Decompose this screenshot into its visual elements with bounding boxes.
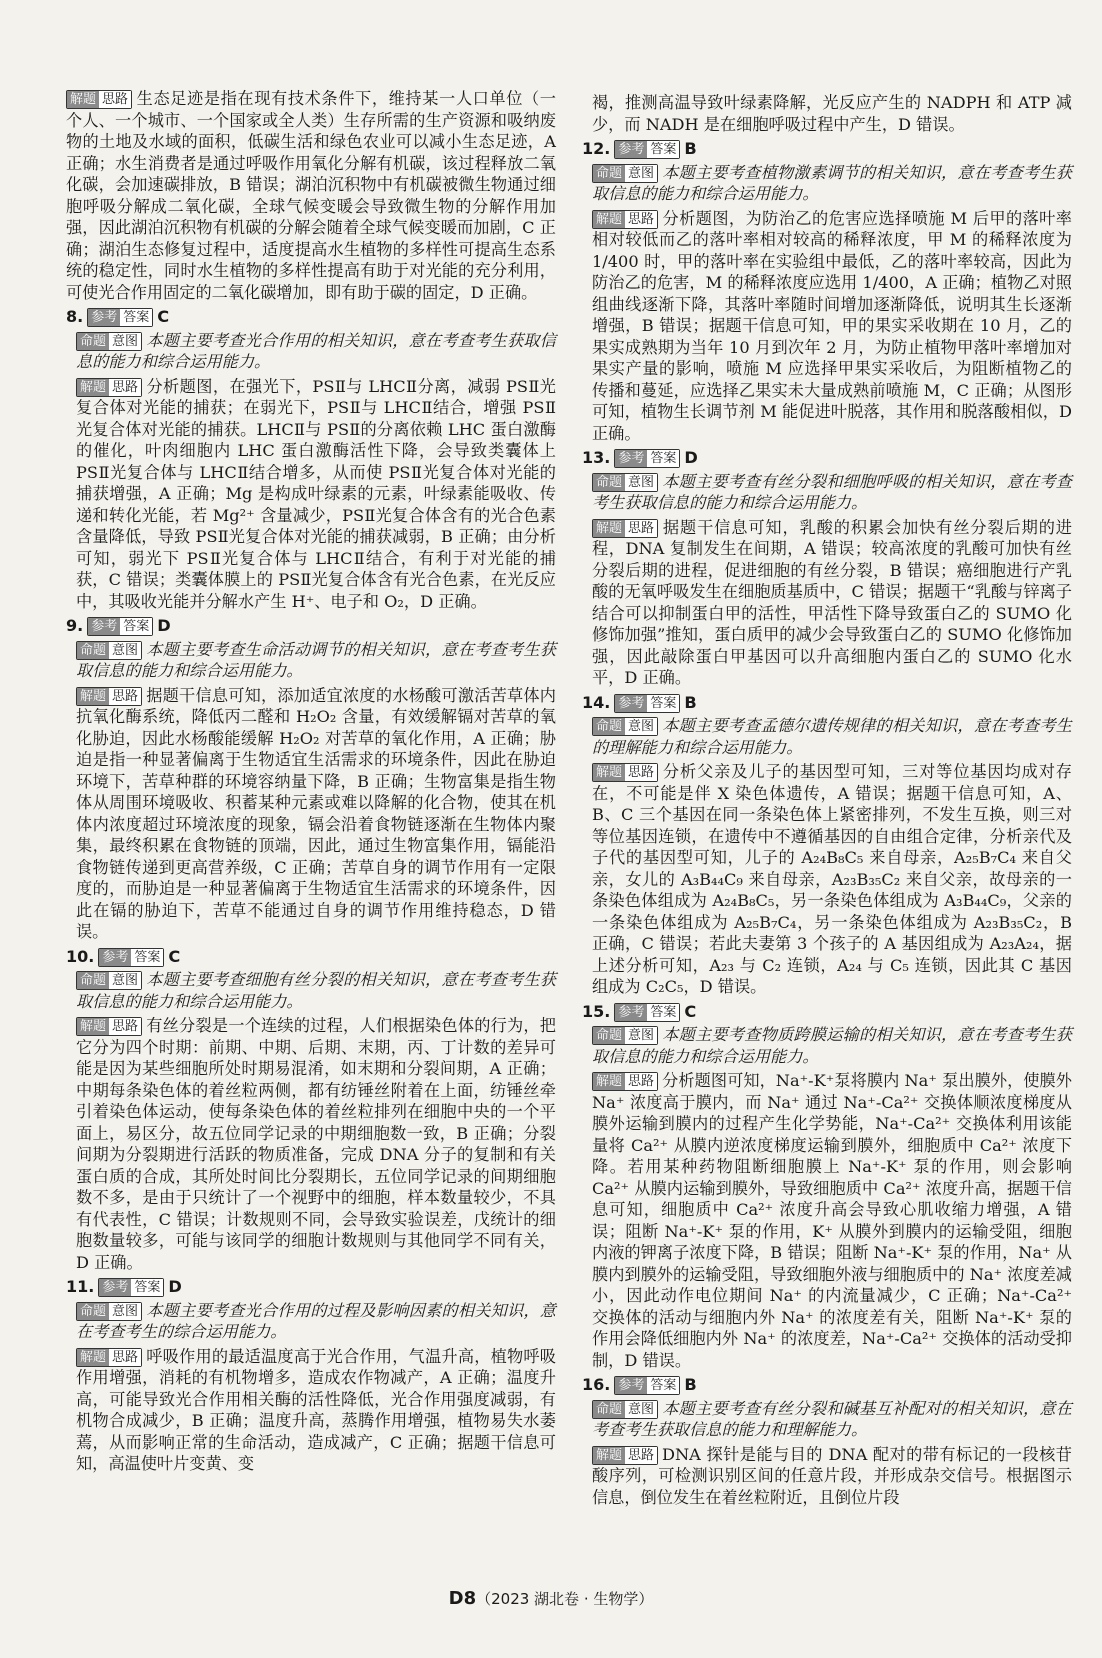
q9-answer-row (66, 615, 556, 637)
page-footer (0, 1588, 1102, 1609)
analysis-badge: 解题 思路 (592, 763, 658, 782)
q13-analysis-text: 据题干信息可知，乳酸的积累会加快有丝分裂后期的进程，DNA 复制发生在间期，A 错误；较高浓度的乳酸可加快有丝分裂后期的进程，促进细胞的有丝分裂，B 错误；癌细胞进行产乳酸的无氧呼吸发生在细胞质基质中，C 错误；据题干“乳酸与锌离子结合可以抑制蛋白甲的活性，甲活性下降导致蛋白乙的 SUMO 化修饰加强”推知，蛋白质甲的减少会导致蛋白乙的 SUMO 化修饰加强，因此敲除蛋白甲基因可以升高细胞内蛋白乙的 SUMO 化水平，D 正确。 (592, 517, 1072, 687)
q14-answer: B (684, 692, 697, 712)
q9-answer: D (157, 616, 171, 635)
q12-answer: B (684, 139, 697, 158)
analysis-badge: 解题 思路 (592, 519, 658, 538)
q11-analysis-block (66, 1346, 556, 1475)
q8-intent-text: 本题主要考查光合作用的相关知识，意在考查考生获取信息的能力和综合运用能力。 (76, 330, 556, 371)
q9-number: 9. (66, 616, 84, 635)
intent-badge: 命题 意图 (76, 641, 142, 660)
q8-answer: C (157, 307, 170, 326)
analysis-badge: 解题 思路 (592, 1072, 658, 1091)
q10-intent-text: 本题主要考查细胞有丝分裂的相关知识，意在考查考生获取信息的能力和综合运用能力。 (76, 970, 556, 1011)
q15-intent-text: 本题主要考查物质跨膜运输的相关知识，意在考查考生获取信息的能力和综合运用能力。 (592, 1025, 1072, 1066)
q8-analysis-text: 分析题图，在强光下，PSⅡ与 LHCⅡ分离，减弱 PSⅡ光复合体对光能的捕获；在弱光下，PSⅡ与 LHCⅡ结合，增强 PSⅡ光复合体对光能的捕获。LHCⅡ与 PSⅡ的分离依赖 LHC 蛋白激酶的催化，叶肉细胞内 LHC 蛋白激酶活性下降，会导致类囊体上 PSⅡ光复合体与 LHCⅡ结合增多，从而使 PSⅡ光复合体对光能的捕获增强，A 正确；Mg 是构成叶绿素的元素，叶绿素能吸收、传递和转化光能，若 Mg²⁺ 含量减少，PSⅡ光复合体含有的光合色素含量降低，导致 PSⅡ光复合体对光能的捕获减弱，B 正确；由分析可知，弱光下 PSⅡ光复合体与 LHCⅡ结合，有利于对光能的捕获，C 错误；类囊体膜上的 PSⅡ光复合体含有光合色素，在光反应中，其吸收光能并分解水产生 H⁺、电子和 O₂，D 正确。 (76, 376, 556, 611)
q11-number: 11. (66, 1277, 95, 1296)
q8-analysis-block (66, 376, 556, 613)
reference-badge: 参考 答案 (614, 1376, 680, 1395)
q11-analysis-text: 呼吸作用的最适温度高于光合作用，气温升高，植物呼吸作用增强，消耗的有机物增多，造成农作物减产，A 正确；温度升高，可能导致光合作用相关酶的活性降低，光合作用强度减弱，有机物合成减少，B 正确；温度升高，蒸腾作用增强，植物易失水萎蔫，从而影响正常的生命活动，造成减产，C 正确；据题干信息可知，高温使叶片变黄、变 (76, 1346, 556, 1473)
q9-analysis-text: 据题干信息可知，添加适宜浓度的水杨酸可激活苦草体内抗氧化酶系统，降低丙二醛和 H₂O₂ 含量，有效缓解镉对苦草的氧化胁迫，因此水杨酸能缓解 H₂O₂ 对苦草的氧化作用，A 正确；胁迫是指一种显著偏离于生物适宜生活需求的环境条件，因此在胁迫环境下，苦草种群的环境容纳量下降，B 正确；生物富集是指生物体从周围环境吸收、积蓄某种元素或难以降解的化合物，使其在机体内浓度超过环境浓度的现象，镉会沿着食物链逐渐在生物体内聚集，最终积累在食物链的顶端，因此，通过生物富集作用，镉能沿食物链传递到更高营养级，C 正确；苦草自身的调节作用有一定限度的，而胁迫是一种显著偏离于生物适宜生活需求的环境条件，因此在镉的胁迫下，苦草不能通过自身的调节作用维持稳态，D 错误。 (76, 685, 556, 941)
q11-answer-row (66, 1276, 556, 1298)
q14-intent-text: 本题主要考查孟德尔遗传规律的相关知识，意在考查考生的理解能力和综合运用能力。 (592, 716, 1072, 757)
q14-answer-row (582, 692, 1072, 714)
reference-badge: 参考 答案 (614, 1003, 680, 1022)
q12-intent-block (582, 162, 1072, 205)
intent-badge: 命题 意图 (592, 1026, 658, 1045)
q8-number: 8. (66, 307, 84, 326)
intent-badge: 命题 意图 (76, 332, 142, 351)
q11-analysis-continued: 褐，推测高温导致叶绿素降解，光反应产生的 NADPH 和 ATP 减少，而 NADH 是在细胞呼吸过程中产生，D 错误。 (592, 93, 1072, 134)
left-column (66, 88, 556, 1478)
q9-intent-block (66, 639, 556, 682)
q14-analysis-block (582, 761, 1072, 998)
q15-number: 15. (582, 1001, 611, 1021)
q15-answer-row (582, 1001, 1072, 1023)
intent-badge: 命题 意图 (592, 1400, 658, 1419)
q10-number: 10. (66, 946, 95, 966)
q10-intent-block (66, 969, 556, 1012)
q15-answer: C (684, 1001, 697, 1021)
analysis-badge: 解题 思路 (76, 378, 142, 397)
analysis-badge: 解题 思路 (76, 1348, 142, 1367)
analysis-badge: 解题 思路 (76, 687, 142, 706)
right-column (582, 92, 1072, 1511)
q12-analysis-text: 分析题图，为防治乙的危害应选择喷施 M 后甲的落叶率相对较低而乙的落叶率相对较高的稀释浓度，甲 M 的稀释浓度为 1/400 时，甲的落叶率在实验组中最低，乙的落叶率较高，因此为防治乙的危害，M 的稀释浓度应选用 1/400，A 正确；植物乙对照组曲线逐渐下降，其落叶率随时间增加逐渐降低，说明其生长逐渐增强，B 错误；据题干信息可知，甲的果实采收期在 10 月，乙的果实成熟期为当年 10 月到次年 2 月，为防止植物甲落叶率增加对果实产量的影响，喷施 M 应选择甲果实采收后，为阻断植物乙的传播和蔓延，应选择乙果实未大量成熟前喷施 M，C 正确；从图形可知，植物生长调节剂 M 能促进叶脱落，其作用和脱落酸相似，D 正确。 (592, 208, 1072, 443)
page-number: D8 (448, 1588, 477, 1609)
q11-answer: D (168, 1277, 182, 1296)
q8-intent-block (66, 330, 556, 373)
q12-answer-row (582, 138, 1072, 160)
q10-answer-row (66, 946, 556, 968)
reference-badge: 参考 答案 (87, 617, 153, 636)
q15-analysis-text: 分析题图可知，Na⁺-K⁺泵将膜内 Na⁺ 泵出膜外，使膜外 Na⁺ 浓度高于膜内，而 Na⁺ 通过 Na⁺-Ca²⁺ 交换体顺浓度梯度从膜外运输到膜内的过程产生化学势能，Na⁺-Ca²⁺ 交换体利用该能量将 Ca²⁺ 从膜内逆浓度梯度运输到膜外，细胞质中 Ca²⁺ 浓度下降。若用某种药物阻断细胞膜上 Na⁺-K⁺ 泵的作用，则会影响 Ca²⁺ 从膜内运输到膜外，导致细胞质中 Ca²⁺ 浓度升高，据题干信息可知，细胞质中 Ca²⁺ 浓度升高会导致心肌收缩力增强，A 错误；阻断 Na⁺-K⁺ 泵的作用，K⁺ 从膜外到膜内的运输受阻，细胞内液的钾离子浓度下降，B 错误；阻断 Na⁺-K⁺ 泵的作用，Na⁺ 从膜内到膜外的运输受阻，导致细胞外液与细胞质中的 Na⁺ 浓度差减小，因此动作电位期间 Na⁺ 的内流量减少，C 正确；Na⁺-Ca²⁺ 交换体的活动与细胞内外 Na⁺ 的浓度差有关，阻断 Na⁺-K⁺ 泵的作用会降低细胞内外 Na⁺ 的浓度差，Na⁺-Ca²⁺ 交换体的活动受抑制，D 错误。 (592, 1071, 1072, 1370)
q13-answer-row (582, 447, 1072, 469)
q13-analysis-block (582, 517, 1072, 689)
page-subtitle: （2023 湖北卷 · 生物学） (476, 1590, 654, 1608)
intent-badge: 命题 意图 (592, 717, 658, 736)
q10-analysis-text: 有丝分裂是一个连续的过程，人们根据染色体的行为，把它分为四个时期：前期、中期、后期、末期，丙、丁计数的差异可能是因为某些细胞所处时期易混淆，如末期和分裂间期，A 正确；中期每条染色体的着丝粒两侧，都有纺锤丝附着在上面，纺锤丝牵引着染色体运动，使每条染色体的着丝粒排列在细胞中央的一个平面上，易区分，故五位同学记录的中期细胞数一致，B 正确；分裂间期为分裂期进行活跃的物质准备，完成 DNA 分子的复制和有关蛋白质的合成，其所处时间比分裂期长，五位同学记录的间期细胞数不多，是由于只统计了一个视野中的细胞，样本数量较少，不具有代表性，C 错误；计数规则不同，会导致实验误差，戊统计的细胞数量较多，可能与该同学的细胞计数规则与其他同学不同有关，D 正确。 (76, 1016, 556, 1272)
q13-number: 13. (582, 448, 611, 467)
reference-badge: 参考 答案 (98, 1278, 164, 1297)
intent-badge: 命题 意图 (592, 164, 658, 183)
q12-analysis-block (582, 208, 1072, 445)
analysis-badge: 解题 思路 (66, 90, 132, 109)
q9-analysis-block (66, 685, 556, 943)
q16-intent-text: 本题主要考查有丝分裂和碱基互补配对的相关知识，意在考查考生获取信息的能力和理解能力。 (592, 1398, 1072, 1439)
q16-analysis-block (582, 1444, 1072, 1509)
q11-intent-text: 本题主要考查光合作用的过程及影响因素的相关知识，意在考查考生的综合运用能力。 (76, 1300, 556, 1341)
analysis-badge: 解题 思路 (592, 1446, 658, 1465)
analysis-badge: 解题 思路 (76, 1017, 142, 1036)
q13-intent-block (582, 471, 1072, 514)
q16-answer: B (684, 1375, 697, 1394)
reference-badge: 参考 答案 (87, 308, 153, 327)
q16-answer-row (582, 1374, 1072, 1396)
intent-badge: 命题 意图 (592, 473, 658, 492)
q13-answer: D (684, 448, 698, 467)
q7-analysis-text: 生态足迹是指在现有技术条件下，维持某一人口单位（一个人、一个城市、一个国家或全人类）生存所需的生产资源和吸纳废物的土地及水域的面积，低碳生活和绿色农业可以减小生态足迹，A 正确；水生消费者是通过呼吸作用氧化分解有机碳，该过程释放二氧化碳，会加速碳排放，B 错误；湖泊沉积物中有机碳被微生物通过细胞呼吸分解成二氧化碳，全球气候变暖会导致微生物的分解作用加强，因此湖泊沉积物有机碳的分解会随着全球气候变暖而加剧，C 正确；湖泊生态修复过程中，适度提高水生植物的多样性可提高生态系统的稳定性，同时水生植物的多样性提高有助于对光能的充分利用，可使光合作用固定的二氧化碳增加，即有助于碳的固定，D 正确。 (66, 89, 556, 302)
q10-analysis-block (66, 1015, 556, 1273)
q14-analysis-text: 分析父亲及儿子的基因型可知，三对等位基因均成对存在，不可能是伴 X 染色体遗传，A 错误；据题干信息可知，A、B、C 三个基因在同一条染色体上紧密排列，不发生互换，则三对等位基因连锁，在遗传中不遵循基因的自由组合定律，分析亲代及子代的基因型可知，儿子的 A₂₄B₈C₅ 来自母亲，A₂₅B₇C₄ 来自父亲，女儿的 A₃B₄₄C₉ 来自母亲，A₂₃B₃₅C₂ 来自父亲，故母亲的一条染色体组成为 A₂₄B₈C₅，另一条染色体组成为 A₃B₄₄C₉，父亲的一条染色体组成为 A₂₅B₇C₄，另一条染色体组成为 A₂₃B₃₅C₂，B 正确，C 错误；若此夫妻第 3 个孩子的 A 基因组成为 A₂₃A₂₄，据上述分析可知，A₂₃ 与 C₂ 连锁，A₂₄ 与 C₅ 连锁，因此其 C 基因组成为 C₂C₅，D 错误。 (592, 762, 1072, 996)
q16-intent-block (582, 1398, 1072, 1441)
q11-intent-block (66, 1300, 556, 1343)
q16-analysis-text: DNA 探针是能与目的 DNA 配对的带有标记的一段核苷酸序列，可检测识别区间的任意片段，并形成杂交信号。根据图示信息，倒位发生在着丝粒附近，且倒位片段 (592, 1444, 1072, 1507)
q12-number: 12. (582, 139, 611, 158)
q15-intent-block (582, 1024, 1072, 1067)
analysis-badge: 解题 思路 (592, 210, 658, 229)
q14-intent-block (582, 715, 1072, 758)
q8-answer-row (66, 306, 556, 328)
reference-badge: 参考 答案 (614, 449, 680, 468)
q16-number: 16. (582, 1375, 611, 1394)
q14-number: 14. (582, 692, 611, 712)
q13-intent-text: 本题主要考查有丝分裂和细胞呼吸的相关知识，意在考查考生获取信息的能力和综合运用能力。 (592, 471, 1072, 512)
intent-badge: 命题 意图 (76, 1302, 142, 1321)
reference-badge: 参考 答案 (614, 694, 680, 713)
q7-analysis-block (66, 88, 556, 303)
intent-badge: 命题 意图 (76, 971, 142, 990)
reference-badge: 参考 答案 (614, 140, 680, 159)
q12-intent-text: 本题主要考查植物激素调节的相关知识，意在考查考生获取信息的能力和综合运用能力。 (592, 162, 1072, 203)
reference-badge: 参考 答案 (98, 948, 164, 967)
q10-answer: C (168, 946, 181, 966)
q15-analysis-block (582, 1070, 1072, 1371)
q9-intent-text: 本题主要考查生命活动调节的相关知识，意在考查考生获取信息的能力和综合运用能力。 (76, 639, 556, 680)
